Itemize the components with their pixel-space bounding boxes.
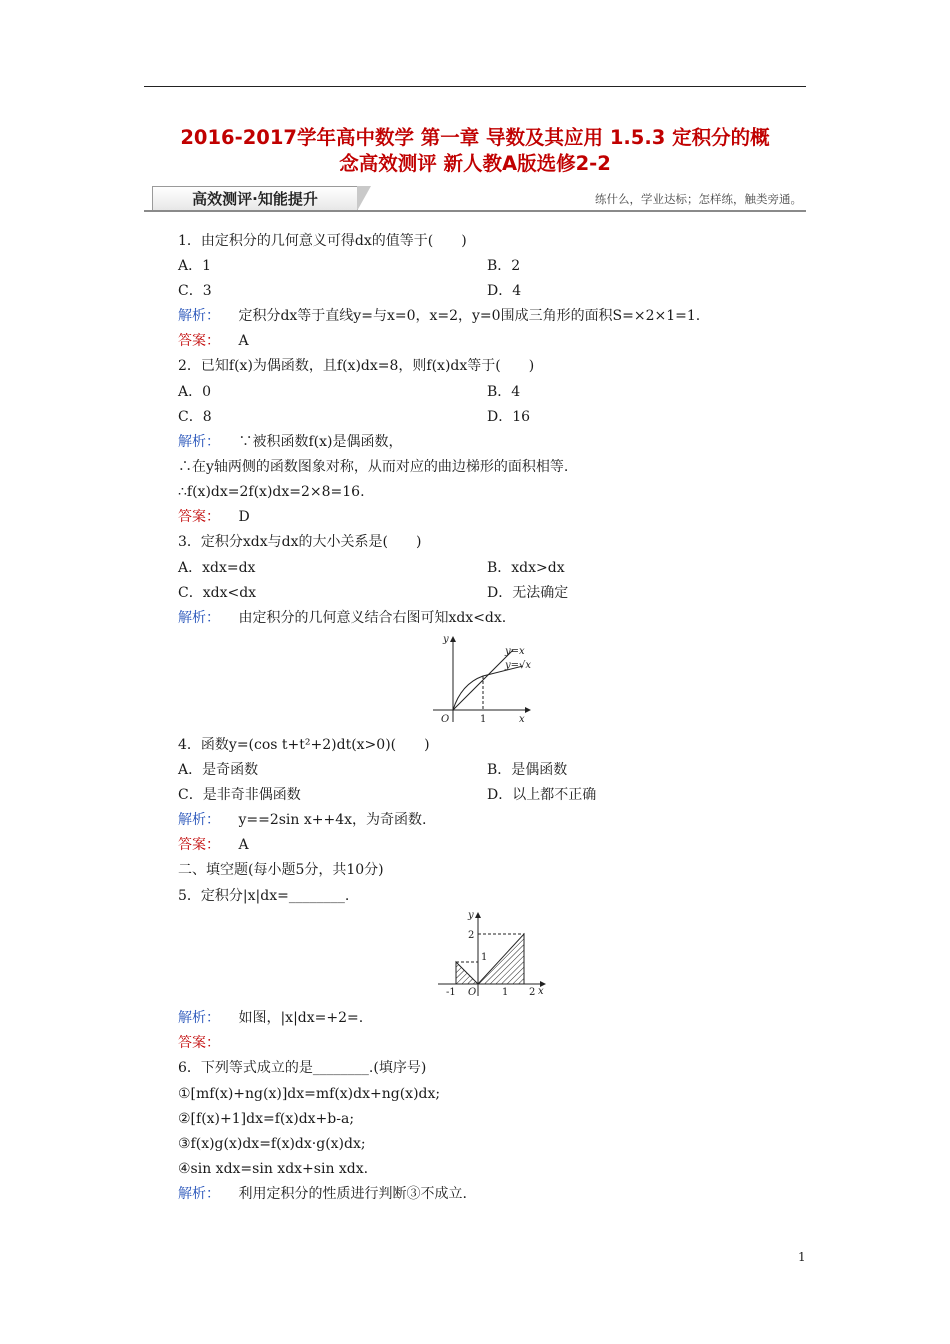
q2-analysis-text: ∵被积函数f(x)是偶函数， <box>238 434 403 450</box>
answer-label: 答案： <box>178 509 220 525</box>
fig3-label-x: x <box>519 714 525 724</box>
fig3-curve2-label: y=√x <box>505 660 532 671</box>
fig5-tick-1: 1 <box>502 987 509 998</box>
y-arrow-icon <box>450 636 456 642</box>
q5-stem: 5．定积分|x|dx=________. <box>178 888 350 904</box>
q2-answer-value: D <box>238 509 250 525</box>
fig5-label-x: x <box>538 986 544 997</box>
q3-stem: 3．定积分xdx与dx的大小关系是( ) <box>178 534 422 550</box>
q3-analysis <box>178 608 506 628</box>
fig5-tick-y2: 2 <box>468 930 475 941</box>
q1-option-d: D．4 <box>487 283 522 299</box>
q3-option-d: D．无法确定 <box>487 585 569 601</box>
answer-label: 答案： <box>178 837 220 853</box>
q1-answer-value: A <box>238 333 249 349</box>
analysis-label: 解析： <box>178 610 220 626</box>
section-2-heading: 二、填空题(每小题5分，共10分) <box>178 862 384 878</box>
q6-stem: 6．下列等式成立的是________.(填序号) <box>178 1060 427 1076</box>
q6-item-2: ②[f(x)+1]dx=f(x)dx+b-a; <box>178 1111 355 1127</box>
q4-option-c: C．是非奇非偶函数 <box>178 787 301 803</box>
q1-analysis-text: 定积分dx等于直线y=与x=0，x=2，y=0围成三角形的面积S=×2×1=1. <box>238 308 701 324</box>
curve-y-eq-sqrt-x <box>453 666 523 710</box>
page-title-line2: 念高效测评 新人教A版选修2-2 <box>339 152 611 175</box>
q2-stem: 2．已知f(x)为偶函数，且f(x)dx=8，则f(x)dx等于( ) <box>178 358 535 374</box>
q4-analysis-text: y==2sin x++4x，为奇函数. <box>238 812 427 828</box>
q6-analysis-text: 利用定积分的性质进行判断③不成立. <box>238 1186 467 1202</box>
fig3-tick-1: 1 <box>480 714 487 724</box>
q1-option-a: A．1 <box>178 258 212 274</box>
analysis-label: 解析： <box>178 1186 220 1202</box>
fig3-origin: O <box>441 714 450 724</box>
section-banner <box>144 184 806 214</box>
analysis-label: 解析： <box>178 434 220 450</box>
q4-option-b: B．是偶函数 <box>487 762 568 778</box>
q3-option-a: A．xdx=dx <box>178 560 256 576</box>
q2-option-d: D．16 <box>487 409 531 425</box>
q6-item-4: ④sin xdx=sin xdx+sin xdx. <box>178 1161 369 1177</box>
q2-analysis <box>178 432 402 452</box>
q3-option-b: B．xdx>dx <box>487 560 565 576</box>
q6-analysis <box>178 1184 467 1204</box>
q2-answer <box>178 507 250 527</box>
top-rule <box>144 86 806 87</box>
q3-option-c: C．xdx<dx <box>178 585 257 601</box>
q4-answer-value: A <box>238 837 249 853</box>
q5-analysis-text: 如图，|x|dx=+2=. <box>238 1010 364 1026</box>
q5-analysis <box>178 1008 363 1028</box>
q5-answer <box>178 1033 220 1053</box>
answer-label: 答案： <box>178 333 220 349</box>
banner-rule <box>144 210 806 212</box>
q5-figure <box>430 908 550 1000</box>
page-number: 1 <box>798 1250 806 1264</box>
analysis-label: 解析： <box>178 812 220 828</box>
q4-analysis <box>178 810 426 830</box>
hatched-left-triangle <box>456 962 478 984</box>
answer-label: 答案： <box>178 1035 220 1051</box>
q1-analysis <box>178 306 700 326</box>
x-arrow-icon <box>525 707 531 713</box>
q2-analysis-line3: ∴f(x)dx=2f(x)dx=2×8=16. <box>178 484 365 500</box>
q3-figure <box>425 632 535 724</box>
fig5-tick-2: 2 <box>529 987 536 998</box>
q2-option-a: A．0 <box>178 384 212 400</box>
q2-option-c: C．8 <box>178 409 212 425</box>
fig5-label-y: y <box>468 910 474 921</box>
y-arrow-icon <box>475 912 481 918</box>
q2-analysis-line2: ∴在y轴两侧的函数图象对称，从而对应的曲边梯形的面积相等. <box>178 459 569 475</box>
fig3-label-y: y <box>443 634 449 645</box>
fig5-tick-neg1: -1 <box>446 987 456 998</box>
q3-analysis-text: 由定积分的几何意义结合右图可知xdx<dx. <box>238 610 507 626</box>
q4-option-d: D．以上都不正确 <box>487 787 597 803</box>
analysis-label: 解析： <box>178 1010 220 1026</box>
q2-option-b: B．4 <box>487 384 521 400</box>
page-title-line1: 2016-2017学年高中数学 第一章 导数及其应用 1.5.3 定积分的概 <box>180 126 770 149</box>
q6-item-1: ①[mf(x)+ng(x)]dx=mf(x)dx+ng(x)dx; <box>178 1086 441 1102</box>
analysis-label: 解析： <box>178 308 220 324</box>
q4-answer <box>178 835 249 855</box>
q1-option-b: B．2 <box>487 258 521 274</box>
q1-answer <box>178 331 249 351</box>
q4-stem: 4．函数y=(cos t+t²+2)dt(x>0)( ) <box>178 737 430 753</box>
fig3-curve1-label: y=x <box>505 646 525 657</box>
fig5-origin: O <box>468 987 477 998</box>
q1-stem: 1．由定积分的几何意义可得dx的值等于( ) <box>178 233 467 249</box>
q1-option-c: C．3 <box>178 283 212 299</box>
q4-option-a: A．是奇函数 <box>178 762 259 778</box>
banner-motto: 练什么，学业达标；怎样练，触类旁通。 <box>595 192 802 206</box>
q6-item-3: ③f(x)g(x)dx=f(x)dx·g(x)dx; <box>178 1136 366 1152</box>
banner-label: 高效测评·知能提升 <box>152 186 358 211</box>
fig5-tick-y1: 1 <box>481 952 488 963</box>
